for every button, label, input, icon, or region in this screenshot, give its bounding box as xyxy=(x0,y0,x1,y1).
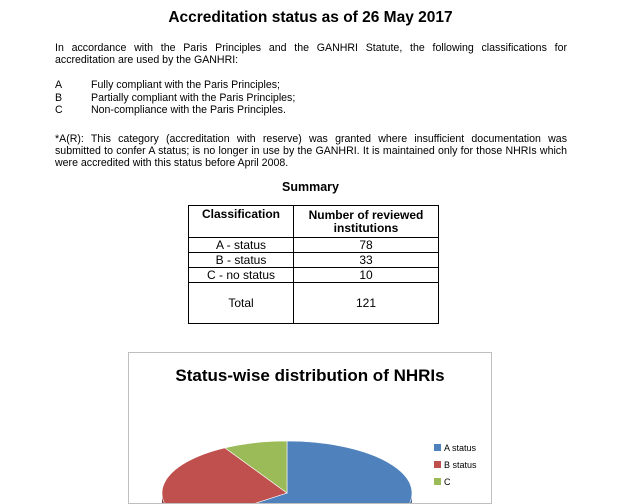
table-row xyxy=(189,253,439,268)
column-header-classification: Classification xyxy=(189,206,294,238)
classification-text: Non-compliance with the Paris Principles. xyxy=(91,104,286,116)
row-value: 33 xyxy=(294,253,439,268)
row-label: B - status xyxy=(189,253,294,268)
table-total-row xyxy=(189,283,439,324)
column-header-count: Number of reviewed institutions xyxy=(294,206,439,238)
legend-item xyxy=(434,473,477,490)
classification-text: Partially compliant with the Paris Principles; xyxy=(91,91,296,104)
table-header-row xyxy=(189,206,439,238)
total-value: 121 xyxy=(294,283,439,324)
page-title: Accreditation status as of 26 May 2017 xyxy=(168,9,453,26)
pie-plot-area xyxy=(129,353,429,503)
table-row xyxy=(189,238,439,253)
summary-title: Summary xyxy=(282,180,339,194)
intro-paragraph: In accordance with the Paris Principles and the GANHRI Statute, the following classifications for accreditation are used by the GANHRI: xyxy=(55,42,567,66)
classification-text: Fully compliant with the Paris Principles; xyxy=(91,79,280,91)
legend-item xyxy=(434,456,477,473)
legend-label: C xyxy=(444,476,451,487)
legend-item xyxy=(434,439,477,456)
row-value: 10 xyxy=(294,268,439,283)
classification-list xyxy=(55,79,575,117)
total-label: Total xyxy=(189,283,294,324)
chart-legend xyxy=(434,439,477,490)
classification-code: C xyxy=(55,104,63,116)
legend-swatch xyxy=(434,461,441,468)
legend-label: A status xyxy=(444,442,477,453)
legend-swatch xyxy=(434,444,441,451)
classification-item xyxy=(55,79,575,92)
classification-code: B xyxy=(55,91,63,104)
row-label: A - status xyxy=(189,238,294,253)
legend-swatch xyxy=(434,478,441,485)
table-row xyxy=(189,268,439,283)
row-label: C - no status xyxy=(189,268,294,283)
classification-item xyxy=(55,104,575,117)
row-value: 78 xyxy=(294,238,439,253)
classification-item xyxy=(55,92,575,105)
legend-label: B status xyxy=(444,459,477,470)
classification-code: A xyxy=(55,79,63,91)
footnote-paragraph: *A(R): This category (accreditation with reserve) was granted where insufficient documentation was submitted to confer A status; is no longer in use by the GANHRI. It is maintained only for those NHRIs which were accredited with this status before April 2008. xyxy=(55,133,567,169)
pie-chart xyxy=(128,352,492,504)
summary-table xyxy=(188,205,439,324)
chart-title: Status-wise distribution of NHRIs xyxy=(175,366,445,385)
